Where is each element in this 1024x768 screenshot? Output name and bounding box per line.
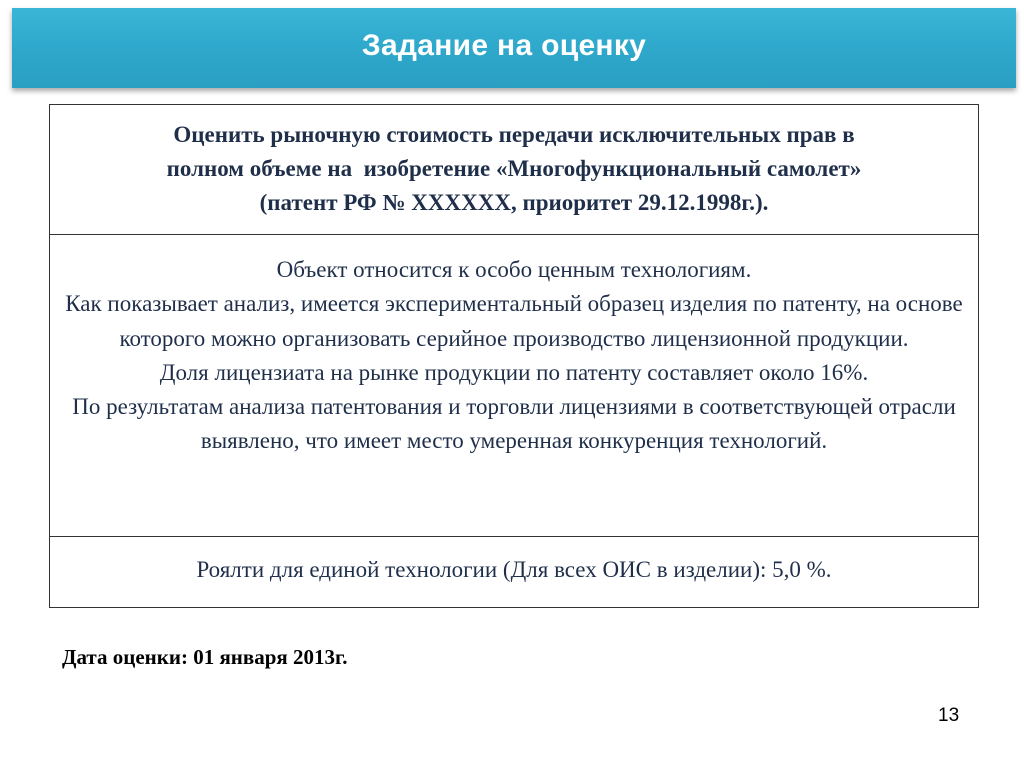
analysis-paragraph-2: Как показывает анализ, имеется экспериментальный образец изделия по патенту, на основе которого можно организовать серийное производство лицензионной продукции. [65,291,963,351]
task-cell [50,105,978,234]
analysis-paragraph-4: По результатам анализа патентования и торговли лицензиями в соответствующей отрасли выявлено, что имеет место умеренная конкуренция технологий. [72,394,956,454]
analysis-cell [50,234,978,536]
title-banner [12,8,1016,88]
analysis-paragraph-3: Доля лицензиата на рынке продукции по патенту составляет около 16%. [159,359,869,385]
page-number: 13 [938,705,960,726]
assignment-table [49,104,979,608]
slide-title: Задание на оценку [361,29,647,62]
task-line-1: Оценить рыночную стоимость передачи исключительных прав в [173,122,855,147]
task-line-3: (патент РФ № ХХХХХХ, приоритет 29.12.1998г.). [259,190,769,215]
valuation-date: Дата оценки: 01 января 2013г. [62,645,348,669]
analysis-paragraph-1: Объект относится к особо ценным технологиям. [276,257,752,282]
royalty-text: Роялти для единой технологии (Для всех ОИС в изделии): 5,0 %. [196,557,832,582]
royalty-cell [50,536,978,607]
task-line-2: полном объеме на изобретение «Многофункциональный самолет» [166,156,862,181]
